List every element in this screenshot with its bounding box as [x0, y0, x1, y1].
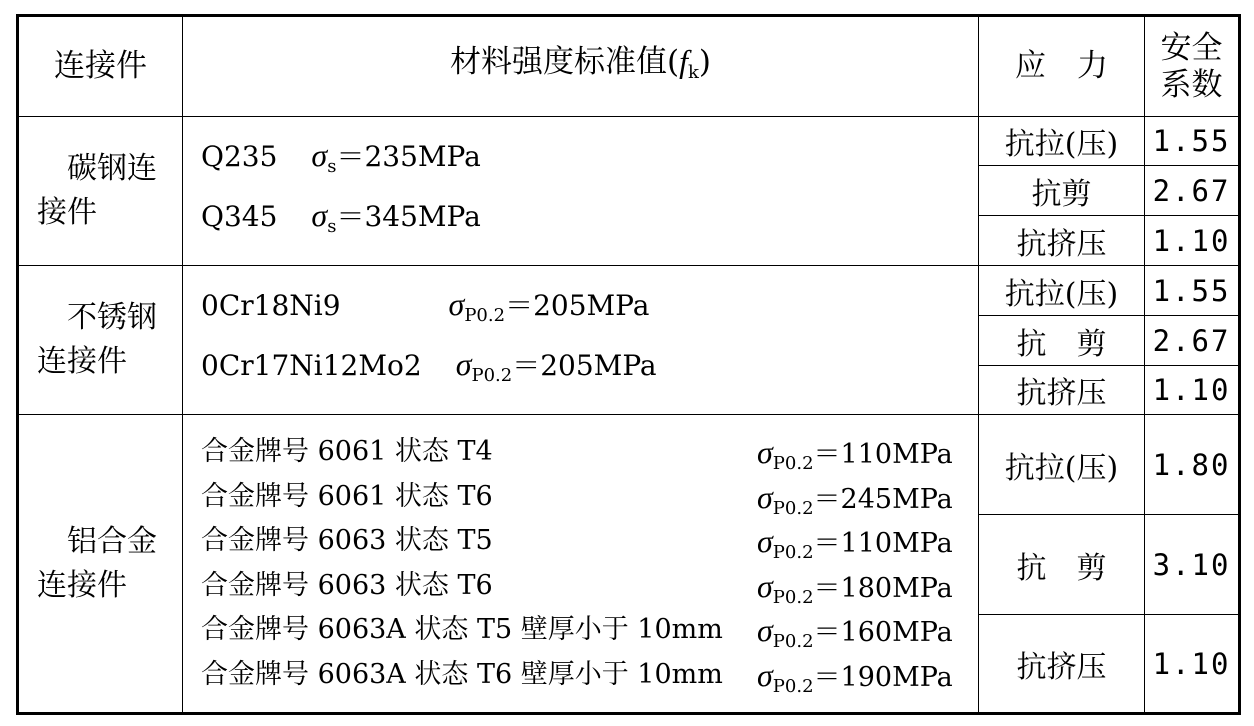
factor-cell: 1.10 — [1145, 366, 1240, 415]
spec-line: Q345 $\sigma_s=345MPa$ — [201, 197, 481, 237]
spec-aluminium-alloy — [183, 415, 979, 714]
factor-cell: 3.10 — [1145, 515, 1240, 615]
stress-cell: 抗 剪 — [979, 515, 1145, 615]
factor-cell: 1.10 — [1145, 216, 1240, 266]
stress-cell: 抗挤压 — [979, 216, 1145, 266]
stress-cell: 抗拉(压) — [979, 266, 1145, 316]
factor-cell: 2.67 — [1145, 316, 1240, 366]
spec-carbon-steel — [183, 117, 979, 266]
strength-table — [16, 14, 1241, 715]
factor-cell: 1.80 — [1145, 415, 1240, 515]
spec-line: 0Cr18Ni9 $\sigma_{P0.2}=205MPa$ — [201, 286, 650, 326]
factor-cell: 2.67 — [1145, 166, 1240, 216]
header-connector: 连接件 — [18, 16, 183, 117]
spec-line: 0Cr17Ni12Mo2 $\sigma_{P0.2}=205MPa$ — [201, 346, 657, 386]
stress-cell: 抗拉(压) — [979, 117, 1145, 166]
spec-stainless-steel — [183, 266, 979, 415]
group-carbon-steel: 碳钢连 接件 — [18, 117, 183, 266]
stress-cell: 抗剪 — [979, 166, 1145, 216]
stress-cell: 抗 剪 — [979, 316, 1145, 366]
header-material-strength: 材料强度标准值$(f_k)$ — [183, 16, 979, 117]
spec-line: 合金牌号 6063A 状态 T5 壁厚小于 10mm $\sigma_{P0.2}=160MPa$ — [201, 612, 953, 652]
group-aluminium-alloy: 铝合金 连接件 — [18, 415, 183, 714]
spec-line: Q235 $\sigma_s=235MPa$ — [201, 137, 481, 177]
spec-line: 合金牌号 6063 状态 T6 $\sigma_{P0.2}=180MPa$ — [201, 567, 953, 608]
table-row — [18, 415, 1240, 515]
spec-line: 合金牌号 6061 状态 T4 $\sigma_{P0.2}=110MPa$ — [201, 434, 953, 474]
factor-cell: 1.10 — [1145, 615, 1240, 714]
stress-cell: 抗挤压 — [979, 615, 1145, 714]
table-row — [18, 266, 1240, 316]
spec-line: 合金牌号 6061 状态 T6 $\sigma_{P0.2}=245MPa$ — [201, 478, 953, 519]
header-stress: 应 力 — [979, 16, 1145, 117]
table-row — [18, 117, 1240, 166]
factor-cell: 1.55 — [1145, 117, 1240, 166]
stress-cell: 抗挤压 — [979, 366, 1145, 415]
group-stainless-steel: 不锈钢 连接件 — [18, 266, 183, 415]
spec-line: 合金牌号 6063 状态 T5 $\sigma_{P0.2}=110MPa$ — [201, 523, 953, 563]
header-safety-factor: 安全 系数 — [1145, 16, 1240, 117]
stress-cell: 抗拉(压) — [979, 415, 1145, 515]
spec-line: 合金牌号 6063A 状态 T6 壁厚小于 10mm $\sigma_{P0.2}=190MPa$ — [201, 656, 953, 697]
header-row — [18, 16, 1240, 117]
factor-cell: 1.55 — [1145, 266, 1240, 316]
